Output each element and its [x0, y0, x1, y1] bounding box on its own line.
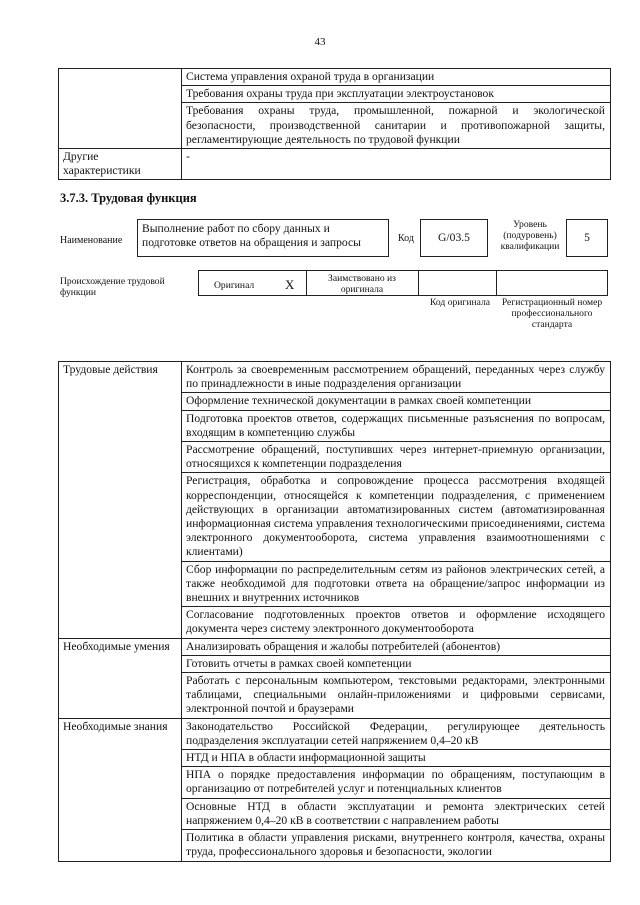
page-number: 43	[314, 36, 326, 48]
action-item: Сбор информации по распределительным сетям из районов электрических сетей, а также необходимой для подготовки ответа на обращение/запрос информации из внешних и внутренних источников	[182, 561, 611, 607]
function-name-box: Выполнение работ по сбору данных и подготовке ответов на обращения и запросы	[137, 219, 389, 257]
borrowed-label: Заимствовано из оригинала	[328, 273, 396, 295]
action-item: Контроль за своевременным рассмотрением обращений, переданных через службу по принадлежности в иные подразделения организации	[182, 362, 611, 393]
divider	[496, 270, 497, 296]
divider	[306, 270, 307, 296]
code-value-box: G/03.5	[420, 219, 488, 257]
registration-number-caption: Регистрационный номер профессионального стандарта	[501, 297, 603, 330]
action-item: Подготовка проектов ответов, содержащих письменные разъяснения по вопросам, входящим в компетенцию службы	[182, 410, 611, 441]
knowledge-item: Основные НТД в области эксплуатации и ремонта электрических сетей напряжением 0,4–20 кВ в соответствии с направлением работы	[182, 798, 611, 829]
divider	[418, 270, 419, 296]
level-value-box: 5	[566, 219, 608, 257]
original-mark: X	[285, 277, 295, 292]
requirement-row: Требования охраны труда при эксплуатации электроустановок	[182, 86, 611, 103]
requirement-row: Система управления охраной труда в организации	[182, 69, 611, 86]
action-item: Оформление технической документации в рамках своей компетенции	[182, 393, 611, 410]
name-label: Наименование	[60, 235, 123, 246]
requirement-row: Требования охраны труда, промышленной, пожарной и экологической безопасности, производственной санитарии и противопожарной защиты, регламентирующие деятельность по трудовой функции	[182, 103, 611, 149]
empty-label-cell	[59, 69, 182, 149]
other-characteristics-label: Другие характеристики	[59, 149, 182, 180]
actions-label: Трудовые действия	[59, 362, 182, 639]
original-code-caption: Код оригинала	[429, 297, 491, 308]
skills-label: Необходимые умения	[59, 638, 182, 718]
code-label: Код	[398, 233, 414, 244]
knowledge-item: НТД и НПА в области информационной защиты	[182, 750, 611, 767]
knowledge-label: Необходимые знания	[59, 718, 182, 861]
main-function-table	[58, 361, 611, 862]
top-requirements-table	[58, 68, 611, 180]
origin-label: Происхождение трудовой функции	[60, 276, 165, 298]
section-heading: 3.7.3. Трудовая функция	[60, 191, 197, 205]
action-item: Регистрация, обработка и сопровождение процесса рассмотрения входящей корреспонденции, относящейся к компетенции подразделения, с применением действующих в организации автоматизированных систем (автоматизированная информационная система управления технологическими присоединениями, система электронного документооборота, система управления взаимоотношениями с клиентами)	[182, 473, 611, 561]
action-item: Согласование подготовленных проектов ответов и оформление исходящего документа через систему электронного документооборота	[182, 607, 611, 638]
knowledge-item: НПА о порядке предоставления информации по обращениям, поступающим в организацию от потребителей услуг и потенциальных клиентов	[182, 767, 611, 798]
skill-item: Готовить отчеты в рамках своей компетенции	[182, 655, 611, 672]
knowledge-item: Законодательство Российской Федерации, регулирующее деятельность подразделения эксплуатации сетей напряжением 0,4–20 кВ	[182, 718, 611, 749]
skill-item: Работать с персональным компьютером, текстовыми редакторами, электронными таблицами, специальными онлайн-приложениями и цифровыми сервисами, электронной почтой и браузерами	[182, 673, 611, 719]
other-characteristics-value: -	[182, 149, 611, 180]
skill-item: Анализировать обращения и жалобы потребителей (абонентов)	[182, 638, 611, 655]
knowledge-item: Политика в области управления рисками, внутреннего контроля, качества, охраны труда, профессионального здоровья и безопасности, экологии	[182, 830, 611, 861]
level-label: Уровень (подуровень) квалификации	[500, 219, 560, 252]
action-item: Рассмотрение обращений, поступивших через интернет-приемную организации, относящихся к компетенции подразделения	[182, 442, 611, 473]
original-label: Оригинал	[214, 280, 255, 291]
